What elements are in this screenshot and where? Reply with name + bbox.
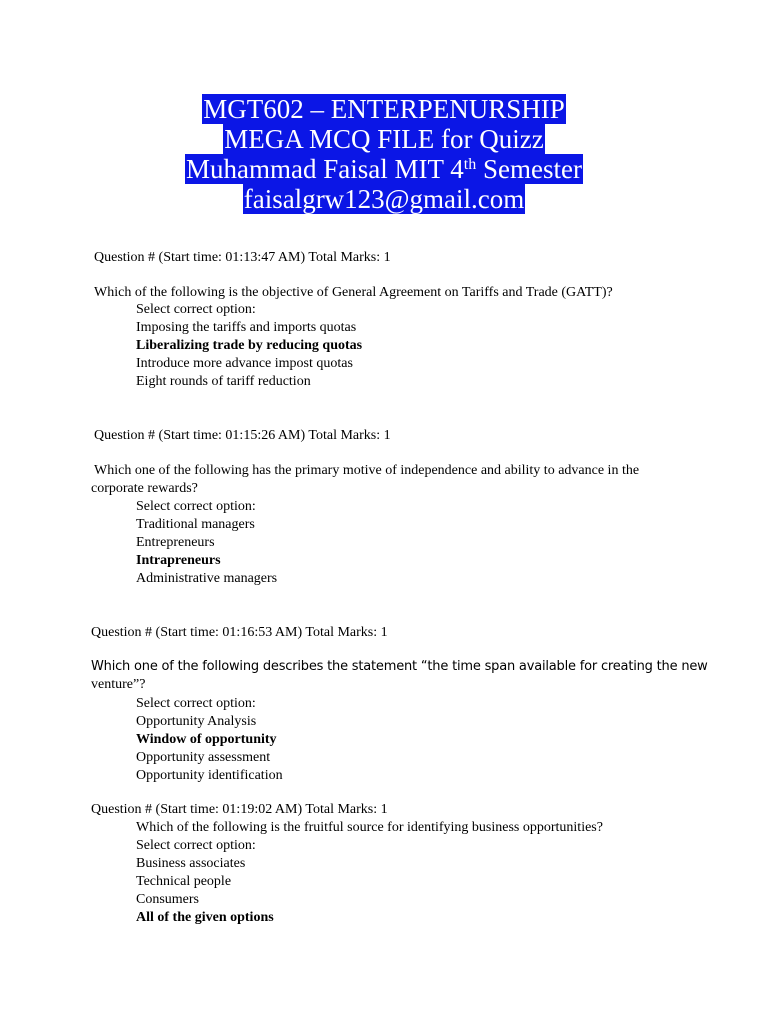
option: Eight rounds of tariff reduction — [136, 374, 311, 389]
option: Business associates — [136, 856, 246, 871]
question-2-text-line1: Which one of the following has the primary motive of independence and ability to advance in the — [94, 463, 640, 478]
question-3-options — [136, 695, 283, 785]
correct-option: Liberalizing trade by reducing quotas — [136, 338, 363, 353]
option: Opportunity Analysis — [136, 714, 257, 729]
document-header — [0, 94, 768, 214]
question-2-options — [136, 498, 277, 588]
option: Administrative managers — [136, 571, 278, 586]
author-line: Muhammad Faisal MIT 4th Semester — [186, 154, 582, 184]
select-prompt: Select correct option: — [136, 696, 256, 711]
select-prompt: Select correct option: — [136, 499, 256, 514]
option: Opportunity assessment — [136, 750, 271, 765]
question-1-options — [136, 301, 362, 391]
option: Entrepreneurs — [136, 535, 215, 550]
question-4-meta: Question # (Start time: 01:19:02 AM) Total Marks: 1 — [91, 802, 388, 817]
correct-option: Window of opportunity — [136, 732, 277, 747]
option: Traditional managers — [136, 517, 255, 532]
question-4-text: Which of the following is the fruitful source for identifying business opportunities? — [136, 820, 603, 835]
question-2-text-line2: corporate rewards? — [91, 481, 198, 496]
question-4-block — [136, 819, 603, 927]
question-2-meta: Question # (Start time: 01:15:26 AM) Total Marks: 1 — [94, 428, 391, 443]
option: Opportunity identification — [136, 768, 283, 783]
select-prompt: Select correct option: — [136, 302, 256, 317]
option: Imposing the tariffs and imports quotas — [136, 320, 357, 335]
question-1-text: Which of the following is the objective of General Agreement on Tariffs and Trade (GATT)? — [94, 285, 613, 300]
correct-option: All of the given options — [136, 910, 274, 925]
question-1-meta: Question # (Start time: 01:13:47 AM) Total Marks: 1 — [94, 250, 391, 265]
select-prompt: Select correct option: — [136, 838, 256, 853]
question-3-meta: Question # (Start time: 01:16:53 AM) Total Marks: 1 — [91, 625, 388, 640]
option: Introduce more advance impost quotas — [136, 356, 353, 371]
author-email: faisalgrw123@gmail.com — [243, 184, 525, 214]
option: Consumers — [136, 892, 199, 907]
course-title: MGT602 – ENTERPENURSHIP — [203, 94, 565, 124]
correct-option: Intrapreneurs — [136, 553, 221, 568]
question-3-text-line1: Which one of the following describes the statement “the time span available for creating the new — [91, 659, 708, 674]
question-3-text-line2: venture”? — [91, 677, 146, 692]
file-title: MEGA MCQ FILE for Quizz — [224, 124, 544, 154]
option: Technical people — [136, 874, 232, 889]
